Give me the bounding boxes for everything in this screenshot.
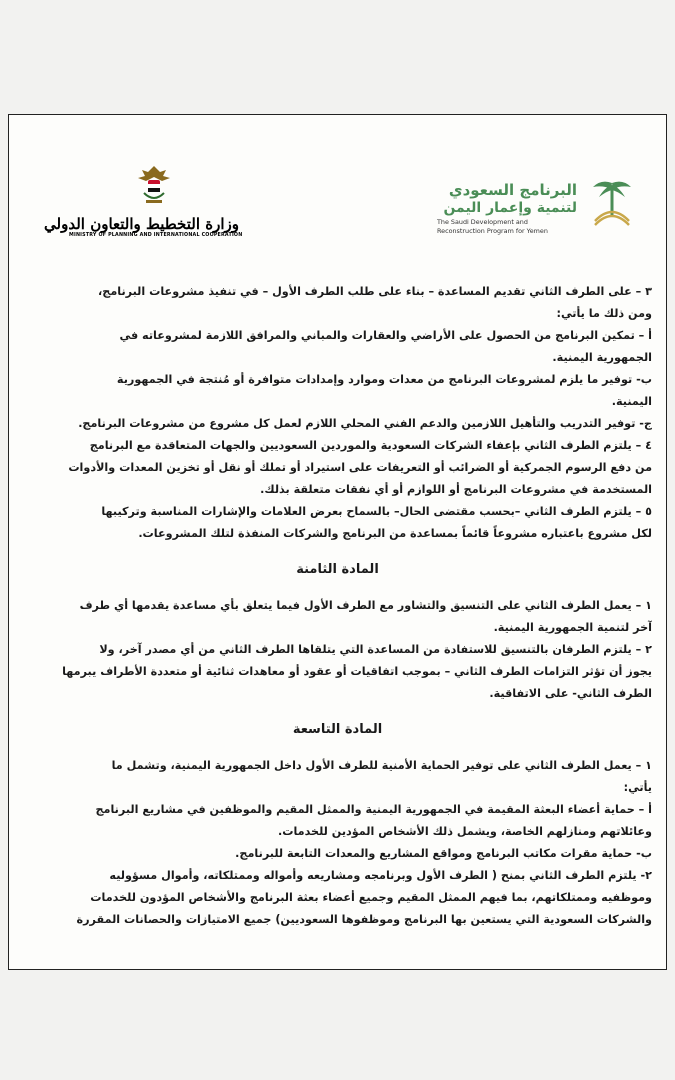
program-name-arabic-line1: البرنامج السعودي <box>448 181 577 199</box>
paragraph-line: ومن ذلك ما يأتي: <box>556 307 652 320</box>
section-clause-3-5 <box>23 281 652 545</box>
article-8-title: المادة الثامنة <box>296 562 379 577</box>
paragraph-line: أ – تمكين البرنامج من الحصول على الأراضي والعقارات والمباني والمرافق اللازمة لمشروعاته في <box>119 329 652 342</box>
paragraph-line: أ – حماية أعضاء البعثة المقيمة في الجمهورية اليمنية والممثل المقيم والموظفين في مشاريع البرنامج <box>95 803 652 816</box>
yemen-emblem-icon <box>132 163 176 207</box>
program-name-arabic-line2: لتنمية وإعمار اليمن <box>443 200 577 216</box>
paragraph-line: ٢- يلتزم الطرف الثاني بمنح ( الطرف الأول وبرنامجه ومشاريعه وأمواله وممتلكاته، وأموال مسؤوليه <box>109 869 652 882</box>
paragraph-line: لكل مشروع باعتباره مشروعاً قائماً بمساعدة من البرنامج والشركات المنفذة لتلك المشروعات. <box>138 527 652 540</box>
paragraph-line: المستخدمة في مشروعات البرنامج أو اللوازم أو أي نفقات متعلقة بذلك. <box>260 483 652 496</box>
paragraph-line: ١ – يعمل الطرف الثاني على توفير الحماية الأمنية للطرف الأول داخل الجمهورية اليمنية، وتشمل ما <box>111 759 652 772</box>
paragraph-line: آخر لتنمية الجمهورية اليمنية. <box>493 621 652 634</box>
program-name-english-line1: The Saudi Development and <box>437 218 528 226</box>
paragraph-line: اليمنية. <box>611 395 652 408</box>
paragraph-line: ب- توفير ما يلزم لمشروعات البرنامج من معدات وموارد وإمدادات متوافرة أو مُنتجة في الجمهورية <box>116 373 652 386</box>
paragraph-line: يأتي: <box>623 781 652 794</box>
article-9-title: المادة التاسعة <box>292 722 383 737</box>
paragraph-line: ٥ – يلتزم الطرف الثاني –بحسب مقتضى الحال– بالسماح بعرض العلامات والإشارات المناسبة وتركيبها <box>101 505 652 518</box>
program-name-english-line2: Reconstruction Program for Yemen <box>437 227 548 235</box>
document-body <box>23 281 652 931</box>
paragraph-line: ٤ – يلتزم الطرف الثاني بإعفاء الشركات السعودية والموردين السعوديين والجهات المتعاقدة مع البرنامج <box>89 439 652 452</box>
letterhead <box>9 115 666 245</box>
paragraph-line: يجوز أن تؤثر التزامات الطرف الثاني – بموجب اتفاقيات أو عقود أو معاهدات ثنائية أو متعددة الأطراف يبرمها <box>62 665 652 678</box>
paragraph-line: وموظفيه وممتلكاتهم، بما فيهم الممثل المقيم وجميع أعضاء بعثة البرنامج والأشخاص المؤدون للخدمات <box>90 891 652 904</box>
document-page <box>8 114 667 970</box>
paragraph-line: ج- توفير التدريب والتأهيل اللازمين والدعم الفني المحلي اللازم لعمل كل مشروع من مشروعات البرنامج. <box>78 417 652 430</box>
paragraph-line: ب- حماية مقرات مكاتب البرنامج ومواقع المشاريع والمعدات التابعة للبرنامج. <box>235 847 652 860</box>
paragraph-line: ٢ – يلتزم الطرفان بالتنسيق للاستفادة من المساعدة التي يتلقاها الطرف الثاني من أي مصدر آخر، ولا <box>99 643 652 656</box>
paragraph-line: الجمهورية اليمنية. <box>552 351 652 364</box>
article-8-body <box>23 595 652 705</box>
palm-swords-icon <box>587 177 637 231</box>
paragraph-line: وعائلاتهم ومنازلهم الخاصة، ويشمل ذلك الأشخاص المؤدين للخدمات. <box>277 825 652 838</box>
ministry-logo <box>44 163 243 238</box>
paragraph-line: ٣ – على الطرف الثاني تقديم المساعدة – بناء على طلب الطرف الأول – في تنفيذ مشروعات البرنامج، <box>98 285 652 298</box>
paragraph-line: من دفع الرسوم الجمركية أو الضرائب أو التعريفات على استيراد أو تملك أو نقل أو تخزين المعدات والأدوات <box>68 461 652 474</box>
article-9-body <box>23 755 652 931</box>
paragraph-line: ١ – يعمل الطرف الثاني على التنسيق والتشاور مع الطرف الأول فيما يتعلق بأي مساعدة يقدمها أي طرف <box>79 599 652 612</box>
sdrpy-logo <box>437 177 652 237</box>
ministry-name-english: MINISTRY OF PLANNING AND INTERNATIONAL COOPERATION <box>69 233 243 238</box>
paragraph-line: الطرف الثاني- على الاتفاقية. <box>489 687 652 700</box>
ministry-name-arabic: وزارة التخطيط والتعاون الدولي <box>44 215 239 233</box>
paragraph-line: والشركات السعودية التي يستعين بها البرنامج وموظفوها السعوديين) جميع الامتيازات والحصانات المقررة <box>76 913 652 926</box>
